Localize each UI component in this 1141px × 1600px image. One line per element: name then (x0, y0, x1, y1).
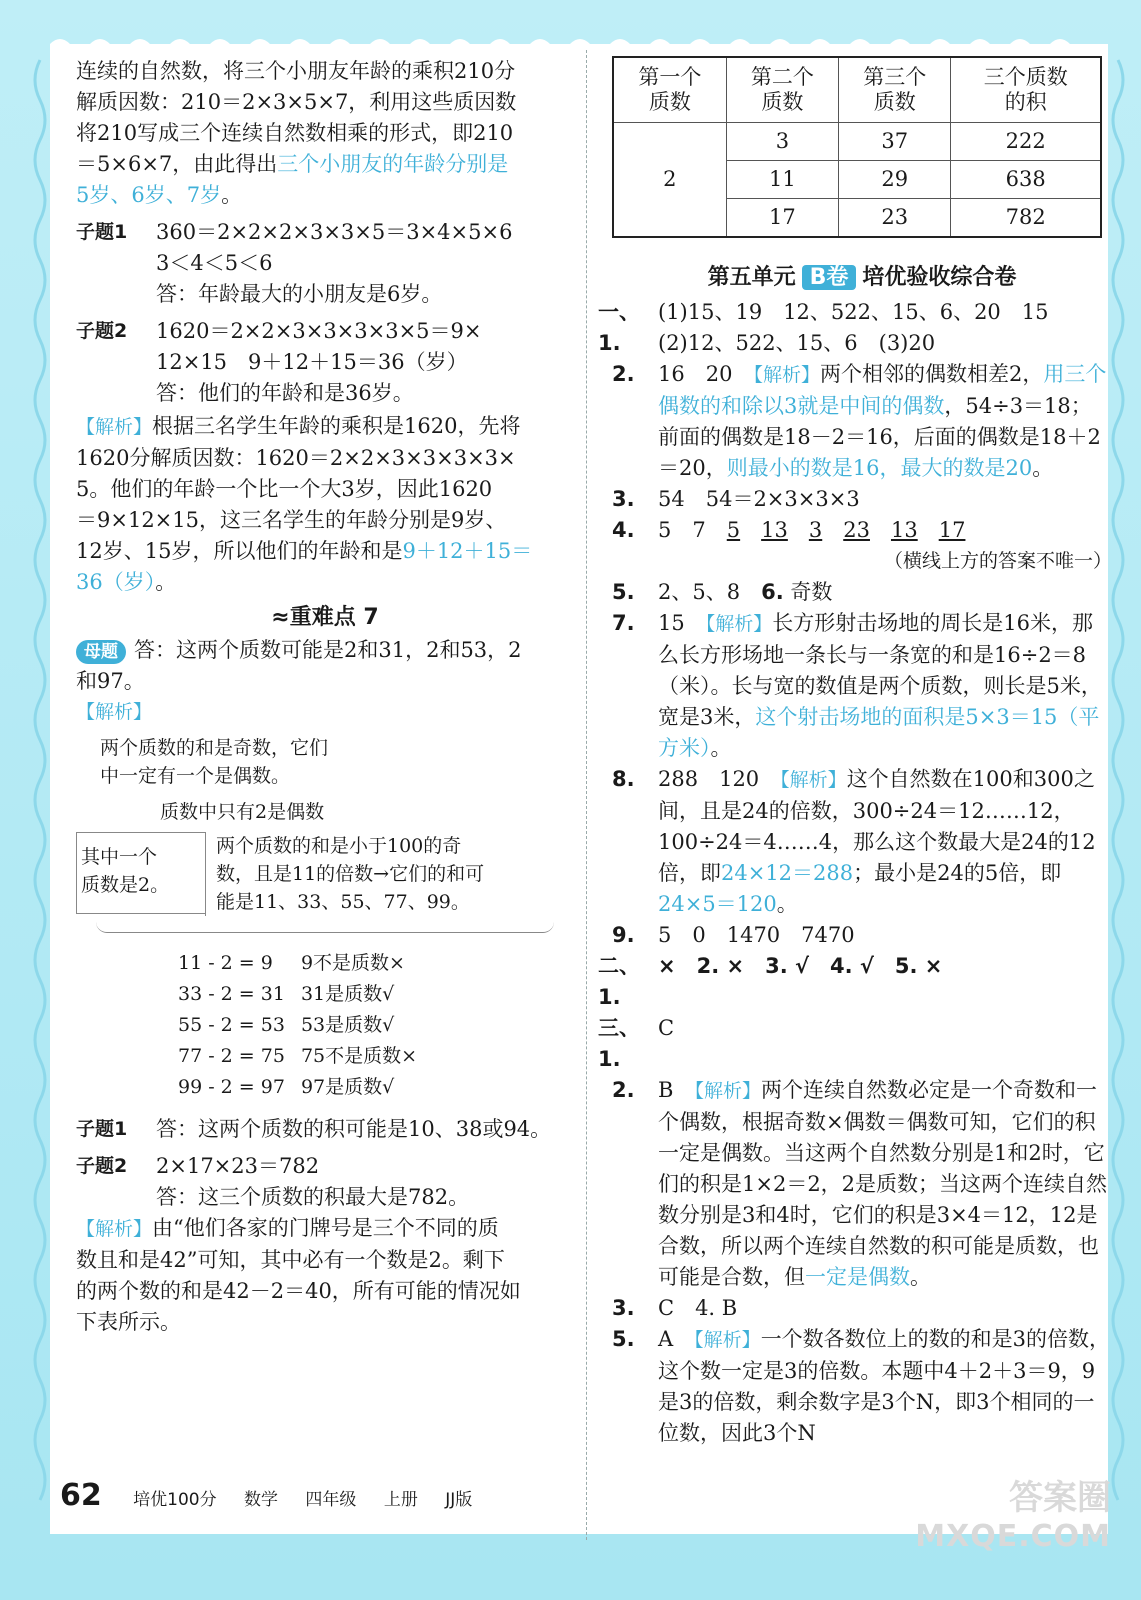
sub-question-label: 子题2 (76, 320, 128, 342)
watermark-url: MXQE.COM (915, 1519, 1111, 1554)
grade: 四年级 (305, 1490, 357, 1510)
analysis-line: 数且和是42”可知，其中必有一个数是2。剩下 (76, 1248, 505, 1272)
diagram-text: 其中一个 (81, 846, 158, 868)
calc-cell: 77 - 2 = 75 (178, 1045, 285, 1067)
question-number: 7. (612, 611, 635, 635)
calc-cell: 31是质数√ (300, 983, 395, 1005)
reasoning-diagram (76, 734, 574, 1104)
book-title: 培优100分 (133, 1490, 217, 1510)
table-header: 第二个 质数 (726, 57, 838, 123)
unit-title: 第五单元 B卷 培优验收综合卷 (707, 265, 1017, 290)
question-number: 4. (612, 518, 635, 542)
answer-text: 54 54＝2×3×3×3 (658, 487, 860, 511)
sub4-line: 2×17×23＝782 (156, 1154, 320, 1178)
question-4: 4. 5 7 5 13 3 23 13 17 （横线上方的答案不唯一） (612, 515, 1112, 577)
analysis-line: 5。他们的年龄一个比一个大3岁，因此1620 (76, 477, 493, 501)
diagram-box (76, 832, 574, 916)
calc-table (176, 947, 433, 1104)
table-row (613, 123, 1101, 161)
question-number: 一、1. (598, 300, 640, 355)
analysis-line: 12岁、15岁，所以他们的年龄和是9＋12＋15＝ (76, 539, 533, 563)
question-number: 5. (612, 1327, 635, 1351)
column-divider (586, 50, 587, 1540)
sub2-line: 12×15 9＋12＋15＝36（岁） (156, 350, 468, 374)
intro-line-5: 5岁、6岁、7岁。 (76, 183, 243, 207)
volume: 上册 (383, 1490, 418, 1510)
sub1-line: 答：年龄最大的小朋友是6岁。 (156, 282, 443, 306)
calc-cell: 55 - 2 = 53 (178, 1014, 285, 1036)
section-3-q1 (598, 1013, 1112, 1075)
section-3-q5: 5. A 【解析】一个数各数位上的数的和是3的倍数，这个数一定是3的倍数。本题中4＋2＋3＝9，9是3的倍数，剩余数字是3个N，即3个相同的一位数，因此3个N (612, 1324, 1112, 1449)
calc-cell: 97是质数√ (300, 1076, 395, 1098)
intro-line-3: 将210写成三个连续自然数相乘的形式，即210 (76, 121, 514, 145)
page-footer (60, 1478, 494, 1513)
sub2-line: 1620＝2×2×3×3×3×3×5＝9× (156, 319, 482, 343)
table-cell: 782 (951, 199, 1101, 238)
analysis-line: 【解析】根据三名学生年龄的乘积是1620，先将 (76, 414, 521, 438)
sub-question-1 (76, 217, 574, 310)
watermark-logo: 答案圈 (1009, 1478, 1111, 1518)
calc-cell: 53是质数√ (300, 1014, 395, 1036)
calc-row (178, 980, 431, 1009)
question-number: 3. (612, 1296, 635, 1320)
diagram-text: 数，且是11的倍数→它们的和可 (216, 863, 485, 885)
table-header-row (613, 57, 1101, 123)
answer-text: 5 0 1470 7470 (658, 923, 855, 947)
question-number: 5. (612, 580, 635, 604)
question-number: 3. (612, 487, 635, 511)
page-number: 62 (60, 1478, 102, 1513)
analysis-label: 【解析】 (694, 1080, 761, 1102)
sub1-line: 360＝2×2×2×3×3×5＝3×4×5×6 (156, 220, 513, 244)
answer-note: （横线上方的答案不唯一） (883, 550, 1112, 572)
question-number: 三、1. (598, 1016, 640, 1071)
prime-table (612, 56, 1102, 238)
analysis-label: 【解析】 (753, 364, 820, 386)
analysis-line: 【解析】由“他们各家的门牌号是三个不同的质 (76, 1216, 499, 1240)
calc-row (178, 1011, 431, 1040)
question-7: 7. 15 【解析】长方形射击场地的周长是16米，那么长方形场地一条长与一条宽的和是16÷2＝8（米）。长与宽的数值是两个质数，则长是5米，宽是3米，这个射击场地的面积是5×3＝15（平方米）。 (612, 608, 1112, 764)
calc-row (178, 1042, 431, 1071)
subject: 数学 (244, 1490, 279, 1510)
sub3-text: 答：这两个质数的积可能是10、38或94。 (156, 1117, 552, 1141)
calc-cell: 33 - 2 = 31 (178, 983, 285, 1005)
question-2: 2. 16 20 【解析】两个相邻的偶数相差2，用三个偶数的和除以3就是中间的偶数，54÷3＝18；前面的偶数是18－2＝16，后面的偶数是18＋2＝20，则最小的数是16，最大的数是20。 (612, 359, 1112, 484)
table-header: 三个质数 的积 (951, 57, 1101, 123)
calc-cell: 9不是质数× (300, 952, 405, 974)
diagram-brace (96, 922, 554, 933)
table-cell: 638 (951, 161, 1101, 199)
question-number: 9. (612, 923, 635, 947)
sub-question-4 (76, 1151, 574, 1213)
sub-question-label: 子题1 (76, 1118, 128, 1140)
diagram-text: 质数中只有2是偶数 (160, 801, 325, 823)
diagram-text: 两个质数的和是奇数，它们 (100, 737, 329, 759)
analysis-label: 【解析】 (780, 769, 847, 791)
table-header: 第三个 质数 (839, 57, 951, 123)
question-number: 8. (612, 767, 635, 791)
intro-line-1: 连续的自然数，将三个小朋友年龄的乘积210分 (76, 59, 516, 83)
analysis-line: 下表所示。 (76, 1310, 181, 1334)
analysis-label: 【解析】 (76, 701, 153, 723)
question-9 (612, 920, 1112, 951)
answer-text: × 2. × 3. √ 4. √ 5. × (658, 954, 943, 978)
calc-cell: 75不是质数× (300, 1045, 418, 1067)
answer-text: (2)12、522、15、6 (3)20 (658, 331, 936, 355)
analysis-line: 的两个数的和是42－2＝40，所有可能的情况如 (76, 1279, 521, 1303)
section-3-q3 (612, 1293, 1112, 1324)
section-2 (598, 951, 1112, 1013)
edition: JJ版 (445, 1490, 473, 1510)
analysis-line: 1620分解质因数：1620＝2×2×3×3×3×3× (76, 446, 516, 470)
analysis-line: ＝9×12×15，这三名学生的年龄分别是9岁、 (76, 508, 507, 532)
analysis-label: 【解析】 (76, 1218, 153, 1240)
analysis-label: 【解析】 (694, 1329, 761, 1351)
table-header: 第一个 质数 (613, 57, 726, 123)
volume-badge: B卷 (802, 265, 857, 290)
calc-row (178, 949, 431, 978)
sub4-line: 答：这三个质数的积最大是782。 (156, 1185, 470, 1209)
answer-text: C 4. B (658, 1296, 738, 1320)
question-3 (612, 484, 1112, 515)
table-cell: 2 (613, 123, 726, 238)
calc-row (178, 1073, 431, 1102)
analysis-line: 36（岁）。 (76, 570, 177, 594)
sub-question-3 (76, 1114, 574, 1145)
table-cell: 222 (951, 123, 1101, 161)
table-cell: 23 (839, 199, 951, 238)
mother-badge: 母题 (76, 640, 126, 664)
section-3-q2: 2. B 【解析】两个连续自然数必定是一个奇数和一个偶数，根据奇数×偶数＝偶数可知，它们的积一定是偶数。当这两个自然数分别是1和2时，它们的积是1×2＝2，2是质数；当这两个连续自然数分别是3和4时，它们的积是3×4＝12，12是合数，所以两个连续自然数的积可能是质数，也可能是合数，但一定是偶数。 (612, 1075, 1112, 1293)
diagram-text: 中一定有一个是偶数。 (100, 765, 291, 787)
intro-line-4: ＝5×6×7，由此得出三个小朋友的年龄分别是 (76, 152, 509, 176)
section-heading: ≈重难点 7 (271, 605, 379, 630)
answer-text: (1)15、19 12、522、15、6、20 15 (658, 300, 1049, 324)
analysis-block-1 (76, 411, 574, 598)
question-5-6: 5. 2、5、8 6. 奇数 (612, 577, 1112, 608)
left-column (76, 56, 574, 1338)
question-number: 2. (612, 1078, 635, 1102)
answer-text: C (658, 1016, 675, 1040)
diagram-text: 能是11、33、55、77、99。 (216, 891, 470, 913)
sub-question-label: 子题1 (76, 221, 128, 243)
diagram-text: 质数是2。 (81, 874, 170, 896)
mother-question-cont: 和97。 (76, 669, 145, 693)
table-cell: 17 (726, 199, 838, 238)
analysis-label: 【解析】 (705, 613, 773, 635)
calc-cell: 99 - 2 = 97 (178, 1076, 285, 1098)
table-cell: 29 (839, 161, 951, 199)
question-1 (598, 297, 1112, 359)
sub-question-2 (76, 316, 574, 409)
calc-cell: 11 - 2 = 9 (178, 952, 273, 974)
table-cell: 11 (726, 161, 838, 199)
mother-question: 母题 答：这两个质数可能是2和31，2和53，2 (76, 635, 574, 666)
sub2-line: 答：他们的年龄和是36岁。 (156, 381, 414, 405)
analysis-label: 【解析】 (76, 416, 153, 438)
watermark (915, 1470, 1111, 1554)
diagram-text: 两个质数的和是小于100的奇 (216, 835, 462, 857)
table-cell: 3 (726, 123, 838, 161)
analysis-block-3 (76, 1213, 574, 1338)
question-8: 8. 288 120 【解析】这个自然数在100和300之间，且是24的倍数，300÷24＝12……12，100÷24＝4……4，那么这个数最大是24的12倍，即24×12＝288；最小是24的5倍，即24×5＝120。 (612, 764, 1112, 920)
intro-line-2: 解质因数：210＝2×3×5×7，利用这些质因数 (76, 90, 517, 114)
sub-question-label: 子题2 (76, 1155, 128, 1177)
table-cell: 37 (839, 123, 951, 161)
question-number: 二、1. (598, 954, 640, 1009)
right-column (598, 56, 1112, 1449)
question-number: 2. (612, 362, 635, 386)
sub1-line: 3＜4＜5＜6 (156, 251, 273, 275)
